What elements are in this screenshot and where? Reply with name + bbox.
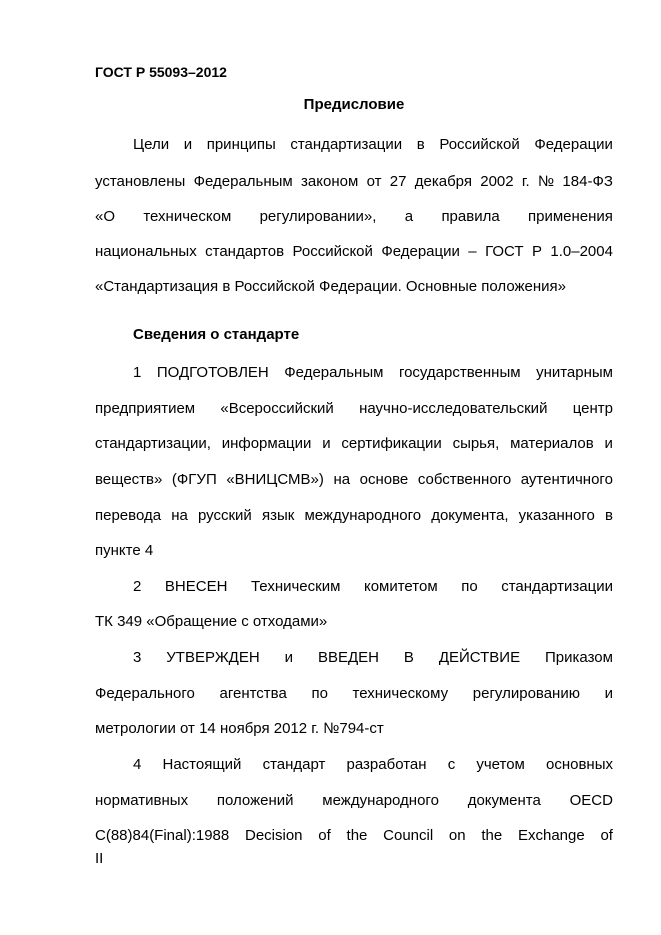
word: техническому	[352, 685, 449, 702]
word: УТВЕРЖДЕН	[166, 649, 260, 666]
word: и	[322, 435, 331, 452]
item-4-line	[133, 756, 613, 774]
word: принципы	[206, 136, 276, 153]
word: Техническим	[250, 578, 341, 595]
word: техническом	[143, 208, 232, 225]
word: декабря	[414, 173, 472, 190]
item-3-line	[133, 649, 613, 667]
standard-code: ГОСТ Р 55093–2012	[95, 64, 227, 80]
word: законом	[301, 173, 359, 190]
word: с	[447, 756, 456, 773]
word: стандартизации	[290, 136, 403, 153]
word: по	[461, 578, 478, 595]
word: разработан	[346, 756, 427, 773]
item-1-line	[95, 507, 613, 525]
word: ДЕЙСТВИЕ	[438, 649, 521, 666]
word: национальных	[95, 243, 197, 260]
word: положений	[216, 792, 294, 809]
word: собственного	[417, 471, 512, 488]
word: регулировании»,	[259, 208, 377, 225]
word: стандартизации	[501, 578, 613, 595]
word: материалов	[510, 435, 594, 452]
item-1-line	[95, 400, 613, 418]
word: основных	[545, 756, 613, 773]
word: научно-исследовательский	[359, 400, 548, 417]
item-3-line	[95, 685, 613, 703]
word: ВНЕСЕН	[164, 578, 228, 595]
word: Российской	[439, 136, 520, 153]
word: Российской	[292, 243, 373, 260]
info-heading: Сведения о стандарте	[133, 326, 300, 343]
item-1-line: пункте 4	[95, 542, 154, 559]
word: –	[468, 243, 477, 260]
word: и	[604, 685, 613, 702]
word: Decision	[244, 827, 303, 844]
word: Федерации	[381, 243, 460, 260]
word: В	[403, 649, 414, 666]
word: сырья,	[452, 435, 500, 452]
word: предприятием	[95, 400, 196, 417]
word: на	[171, 507, 188, 524]
word: Настоящий	[162, 756, 242, 773]
word: Федерации	[534, 136, 613, 153]
word: 3	[133, 649, 142, 666]
word: веществ»	[95, 471, 163, 488]
word: по	[311, 685, 328, 702]
item-1-line	[95, 435, 613, 453]
item-1-line	[133, 364, 613, 382]
item-3-line: метрологии от 14 ноября 2012 г. №794-ст	[95, 720, 384, 737]
item-2-line: ТК 349 «Обращение с отходами»	[95, 613, 328, 630]
word: центр	[572, 400, 613, 417]
word: Council	[383, 827, 434, 844]
word: г.	[521, 173, 530, 190]
word: агентства	[219, 685, 287, 702]
word: of	[600, 827, 613, 844]
foreword-line	[133, 136, 613, 154]
word: в	[604, 507, 613, 524]
word: OECD	[569, 792, 613, 809]
word: международного	[322, 792, 439, 809]
foreword-line	[95, 208, 613, 226]
word: унитарным	[536, 364, 613, 381]
word: правила	[441, 208, 500, 225]
item-4-line	[95, 827, 613, 845]
word: русский	[197, 507, 252, 524]
word: 27	[389, 173, 407, 190]
word: регулированию	[472, 685, 580, 702]
word: документа	[467, 792, 541, 809]
word: стандартов	[205, 243, 285, 260]
word: 1.0–2004	[550, 243, 613, 260]
foreword-line	[95, 173, 613, 191]
word: стандартизации,	[95, 435, 211, 452]
word: 4	[133, 756, 142, 773]
word: от	[366, 173, 382, 190]
word: аутентичного	[520, 471, 613, 488]
word: Exchange	[517, 827, 585, 844]
word: нормативных	[95, 792, 189, 809]
word: а	[404, 208, 414, 225]
word: Федеральным	[193, 173, 293, 190]
word: «О	[95, 208, 116, 225]
item-4-line	[95, 792, 613, 810]
page-number: II	[95, 850, 104, 867]
word: на	[333, 471, 351, 488]
word: C(88)84(Final):1988	[95, 827, 230, 844]
word: учетом	[476, 756, 525, 773]
word: ПОДГОТОВЛЕН	[156, 364, 269, 381]
word: №	[538, 173, 555, 190]
word: стандарт	[262, 756, 326, 773]
foreword-line: «Стандартизация в Российской Федерации. Основные положения»	[95, 278, 566, 295]
word: в	[416, 136, 425, 153]
word: информации	[221, 435, 312, 452]
word: 1	[133, 364, 142, 381]
word: основе	[359, 471, 409, 488]
word: применения	[528, 208, 613, 225]
word: Р	[531, 243, 542, 260]
word: Федерального	[95, 685, 195, 702]
word: 2002	[480, 173, 514, 190]
word: перевода	[95, 507, 162, 524]
word: Приказом	[545, 649, 613, 666]
word: указанного	[518, 507, 595, 524]
word: государственным	[398, 364, 521, 381]
word: и	[604, 435, 613, 452]
section-title-foreword: Предисловие	[303, 96, 405, 113]
word: Цели	[133, 136, 170, 153]
word: «Всероссийский	[220, 400, 334, 417]
word: сертификации	[341, 435, 442, 452]
word: ВВЕДЕН	[317, 649, 379, 666]
foreword-line	[95, 243, 613, 261]
word: и	[284, 649, 293, 666]
item-1-line	[95, 471, 613, 489]
word: ГОСТ	[485, 243, 524, 260]
word: on	[448, 827, 466, 844]
word: of	[318, 827, 331, 844]
word: установлены	[95, 173, 186, 190]
word: международного	[304, 507, 422, 524]
word: 2	[133, 578, 142, 595]
word: комитетом	[363, 578, 438, 595]
word: (ФГУП	[171, 471, 217, 488]
word: Федеральным	[284, 364, 384, 381]
word: «ВНИЦСМВ»)	[226, 471, 324, 488]
item-2-line	[133, 578, 613, 596]
word: язык	[261, 507, 295, 524]
word: документа,	[431, 507, 509, 524]
word: the	[346, 827, 368, 844]
word: 184-ФЗ	[562, 173, 613, 190]
word: the	[481, 827, 503, 844]
word: и	[183, 136, 193, 153]
